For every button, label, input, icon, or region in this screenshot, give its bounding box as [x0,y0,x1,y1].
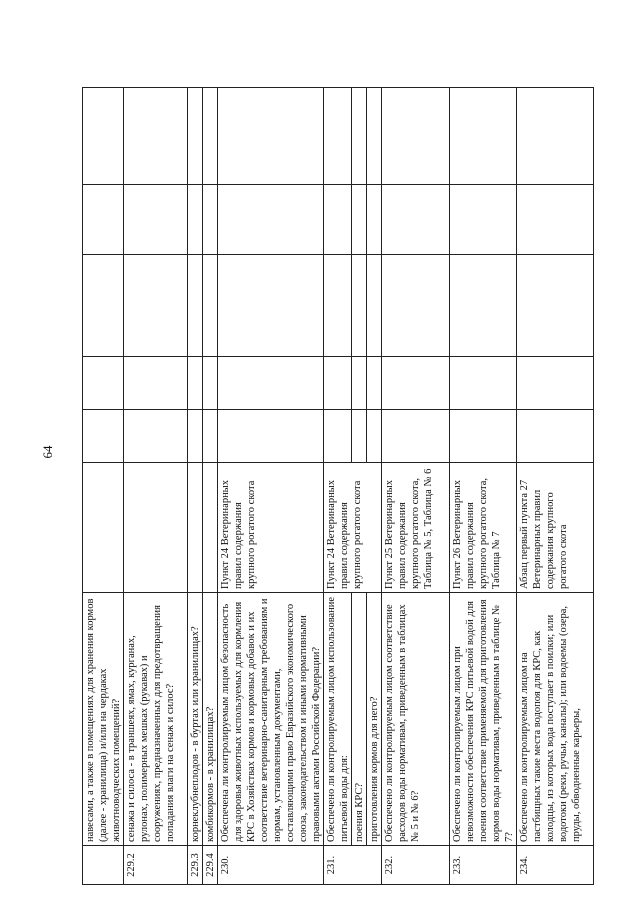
answer-yes-cell [517,410,594,463]
answer-na-cell [188,255,203,357]
table-row [203,88,218,885]
reference-cell [188,463,203,593]
answer-no-cell [352,357,367,410]
table-row [517,88,594,885]
answer-na-cell [352,255,367,357]
note-cell [382,185,450,255]
row-number: 234. [517,846,594,885]
comment-cell [352,88,367,185]
reference-cell [124,463,188,593]
row-number: 232. [382,846,450,885]
answer-no-cell [517,357,594,410]
answer-na-cell [450,255,517,357]
table-row [450,88,517,885]
question-cell: Обеспечено ли контролируемым лицом на пастбищных такие места водопоя для КРС, как колодцы, из которых вода поступает в поилки; или водотоки (реки, ручьи, каналы); или водоемы (озера, пруды, обводненные карьеры, [517,593,594,846]
answer-na-cell [83,255,124,357]
row-number: 229.4 [203,846,218,885]
note-cell [124,185,188,255]
note-cell [188,185,203,255]
answer-yes-cell [382,410,450,463]
row-number [83,846,124,885]
comment-cell [188,88,203,185]
comment-cell [324,88,352,185]
comment-cell [83,88,124,185]
question-text: поения КРС? [354,783,366,842]
comment-cell [124,88,188,185]
answer-no-cell [124,357,188,410]
answer-no-cell [203,357,218,410]
checklist-table [82,87,594,885]
question-cell: сенажа и силоса - в траншеях, ямах, курганах, рулонах, полимерных мешках (рукавах) и сооружениях, предназначенных для предотвращения попадания влаги на сенаж и силос? [124,593,188,846]
question-text: приготовления кормов для него? [369,696,381,842]
comment-cell [203,88,218,185]
answer-yes-cell [83,410,124,463]
answer-na-cell [218,255,324,357]
answer-yes-cell [324,410,352,463]
answer-yes-cell [450,410,517,463]
row-number: 233. [450,846,517,885]
comment-cell [218,88,324,185]
question-cell [352,593,367,846]
comment-cell [450,88,517,185]
question-cell [367,593,382,846]
reference-cell: Пункт 24 Ветеринарных правил содержания крупного рогатого скота [324,463,382,593]
answer-no-cell [83,357,124,410]
reference-cell: Пункт 24 Ветеринарных правил содержания крупного рогатого скота [218,463,324,593]
answer-na-cell [203,255,218,357]
answer-yes-cell [367,410,382,463]
note-cell [352,185,367,255]
note-cell [83,185,124,255]
question-cell: Обеспечено ли контролируемым лицом соответствие расходов воды нормативам, приведенным в таблицах № 5 и № 6? [382,593,450,846]
question-cell: Обеспечена ли контролируемым лицом безопасность для здоровья животных используемых для кормления КРС в Хозяйствах кормов и кормовых добавок и их соответствие ветеринарно-санитарным требованиям и нормам, установленным документами, составляющими право Евразийского экономического союза, законодательством и иными нормативными правовыми актами Российской Федерации? [218,593,324,846]
question-cell: навесами, а также в помещениях для хранения кормов (далее - хранилища) и/или на чердаках животноводческих помещений? [83,593,124,846]
answer-na-cell [324,255,352,357]
row-number: 231. [324,846,382,885]
note-cell [324,185,352,255]
checklist-table-rotated [82,88,583,885]
reference-cell: Абзац первый пункта 27 Ветеринарных правил содержания крупного рогатого скота [517,463,594,593]
reference-cell: Пункт 26 Ветеринарных правил содержания крупного рогатого скота, Таблица № 7 [450,463,517,593]
row-number: 230. [218,846,324,885]
table-row [83,88,124,885]
question-cell: Обеспечено ли контролируемым лицом использование питьевой воды для: [324,593,352,846]
table-row [124,88,188,885]
page-number: 64 [40,445,55,459]
note-cell [218,185,324,255]
row-number: 229.2 [124,846,188,885]
answer-yes-cell [203,410,218,463]
table-row [324,88,352,885]
answer-no-cell [218,357,324,410]
answer-na-cell [382,255,450,357]
question-cell: корнеклубнеплодов - в буртах или хранилищах? [188,593,203,846]
table-row [218,88,324,885]
reference-cell: Пункт 25 Ветеринарных правил содержания крупного рогатого скота, Таблица № 5, Таблица № 6 [382,463,450,593]
comment-cell [517,88,594,185]
table-row [188,88,203,885]
answer-na-cell [367,255,382,357]
comment-cell [382,88,450,185]
question-cell: Обеспечено ли контролируемым лицом при невозможности обеспечения КРС питьевой водой для поения соответствие применяемой для приготовления кормов воды нормативам, приведенным в таблице № 7? [450,593,517,846]
question-cell: комбикормов - в хранилищах? [203,593,218,846]
comment-cell [367,88,382,185]
answer-na-cell [124,255,188,357]
answer-no-cell [382,357,450,410]
answer-no-cell [324,357,352,410]
note-cell [517,185,594,255]
note-cell [450,185,517,255]
answer-no-cell [367,357,382,410]
note-cell [367,185,382,255]
table-row [382,88,450,885]
answer-yes-cell [124,410,188,463]
reference-cell [83,463,124,593]
reference-cell [203,463,218,593]
row-number: 229.3 [188,846,203,885]
answer-no-cell [450,357,517,410]
answer-yes-cell [188,410,203,463]
answer-no-cell [188,357,203,410]
answer-na-cell [517,255,594,357]
answer-yes-cell [218,410,324,463]
answer-yes-cell [352,410,367,463]
note-cell [203,185,218,255]
